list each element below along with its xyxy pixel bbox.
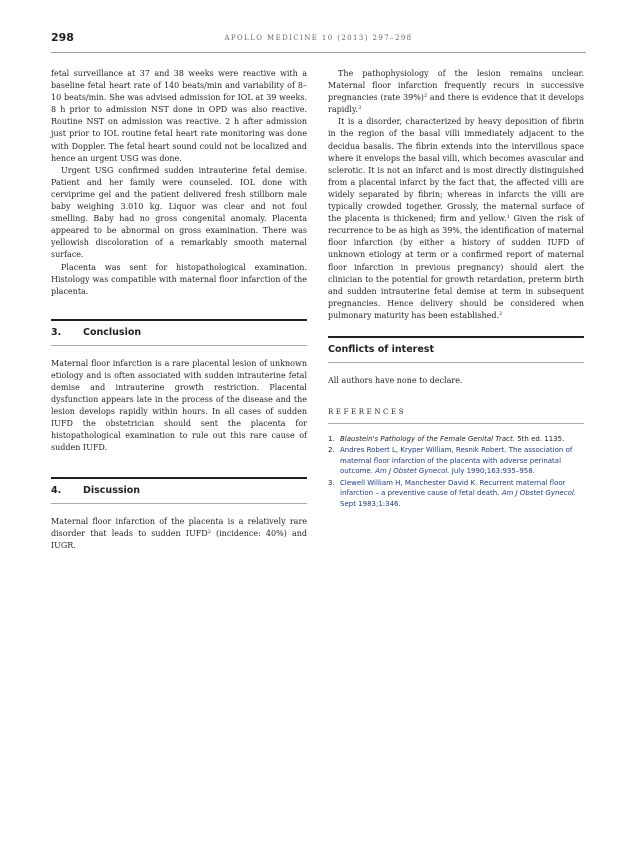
reference-item [328, 434, 584, 444]
paragraph: Maternal floor infarction is a rare placental lesion of unknown etiology and is often associated with sudden intrauterine fetal demise and intrauterine growth restriction. Placental dysfunction appears late in the process of the disease and the lesion develops rapidly within hours. In all cases of sudden IUFD the obstetrician should sent the placenta for histopathological examination to rule out this rare cause of sudden IUFD. [51, 358, 307, 453]
page-number: 298 [51, 31, 74, 44]
section-title: Conflicts of interest [328, 343, 434, 355]
section-heading-conclusion [51, 321, 307, 345]
references-rule [328, 423, 584, 424]
running-head [51, 31, 586, 47]
reference-details: 5th ed. 1135. [515, 435, 565, 444]
paragraph: All authors have none to declare. [328, 375, 463, 385]
section-number: 3. [51, 326, 62, 338]
reference-journal[interactable]: Am J Obstet Gynecol. [375, 467, 450, 476]
paragraph [328, 116, 584, 322]
right-column [328, 68, 584, 510]
text-run: (incidence: 40%) and IUGR. [51, 528, 307, 550]
paragraph [328, 68, 584, 116]
reference-number: 1. [328, 435, 335, 444]
reference-list [328, 434, 584, 509]
journal-citation: APOLLO MEDICINE 10 (2013) 297–298 [224, 34, 413, 42]
section-heading-conflicts [328, 338, 584, 362]
reference-link[interactable]: Andres Robert L, Kryper William, Resnik Robert. The association of maternal floor infarction of the placenta with adverse perinatal outcome. [340, 446, 573, 476]
citation-superscript: 2 [499, 310, 503, 317]
paragraph: Placenta was sent for histopathological examination. Histology was compatible with maternal floor infarction of the placenta. [51, 262, 307, 296]
paragraph [51, 516, 307, 552]
reference-item[interactable] [328, 478, 584, 509]
text-run: It is a disorder, characterized by heavy deposition of fibrin in the region of the basal villi immediately adjacent to the decidua basalis. The fibrin extends into the intervillous space where it envelops the basal villi, which becomes avascular and sclerotic. It is not an infarct and is most directly distinguished from a placental infarct by the fact that, the affected villi are widely separated by fibrin; whereas in infarcts the villi are typically crowded together. Grossly, the maternal surface of the placenta is thickened; firm and yellow. [328, 117, 584, 224]
section-underline [51, 503, 307, 504]
reference-number: 3. [328, 478, 335, 487]
reference-journal[interactable]: Am J Obstet Gynecol. [501, 489, 577, 498]
citation-superscript: 2 [207, 528, 211, 535]
citation-superscript: 2 [423, 93, 428, 100]
reference-title: Blaustein's Pathology of the Female Genital Tract. [340, 435, 515, 444]
section-number: 4. [51, 484, 62, 496]
text-run: Given the risk of recurrence to be as high as 39%, the identification of maternal floor infarction (by either a history of sudden IUFD of unknown etiology at term or a confirmed report of maternal floor infarction in previous pregnancy) should alert the clinician to the potential for growth retardation, preterm birth and sudden intrauterine fetal demise at term in subsequent pregnancies. Hence delivery should be considered when pulmonary maturity has been established. [328, 214, 584, 320]
reference-link[interactable]: Clewell William H, Manchester David K. Recurrent maternal floor infarction – a preventive cause of fetal death. [340, 478, 566, 498]
header-rule [51, 52, 586, 53]
reference-details[interactable]: Sept 1983;1:346. [340, 499, 401, 508]
text-run: Maternal floor infarction of the placenta is a relatively rare disorder that leads to sudden IUFD [51, 516, 307, 538]
section-underline [51, 345, 307, 346]
references-heading: REFERENCES [328, 408, 407, 417]
reference-number: 2. [328, 446, 335, 455]
section-underline [328, 362, 584, 363]
text-run: The pathophysiology of the lesion remains unclear. Maternal floor infarction frequently recurs in successive pregnancies (rate 39%) [328, 69, 584, 103]
section-heading-discussion [51, 479, 307, 503]
section-title: Conclusion [83, 326, 142, 338]
citation-superscript: 3 [357, 105, 362, 112]
paragraph: Urgent USG confirmed sudden intrauterine fetal demise. Patient and her family were counseled. IOL done with cerviprime gel and the patient delivered fresh stillborn male baby weighing 3.010 kg. Liquor was clear and not foul smelling. Baby had no gross congenital anomaly. Placenta appeared to be abnormal on gross examination. There was yellowish discoloration of a remarkably smooth maternal surface. [51, 165, 307, 260]
left-column [51, 68, 307, 552]
paragraph: fetal surveillance at 37 and 38 weeks were reactive with a baseline fetal heart rate of 140 beats/min and variability of 8–10 beats/min. She was advised admission for IOL at 39 weeks. 8 h prior to admission NST done in OPD was also reactive. Routine NST on admission was reactive. 2 h after admission just prior to IOL routine fetal heart rate monitoring was done with Doppler. The fetal heart sound could not be localized and hence an urgent USG was done. [51, 69, 307, 163]
citation-superscript: 1 [506, 214, 510, 221]
reference-details[interactable]: July 1990;163:935–958. [449, 467, 535, 476]
reference-item[interactable] [328, 445, 584, 476]
text-run: and there is evidence that it develops rapidly. [328, 93, 584, 115]
section-title: Discussion [83, 484, 141, 496]
